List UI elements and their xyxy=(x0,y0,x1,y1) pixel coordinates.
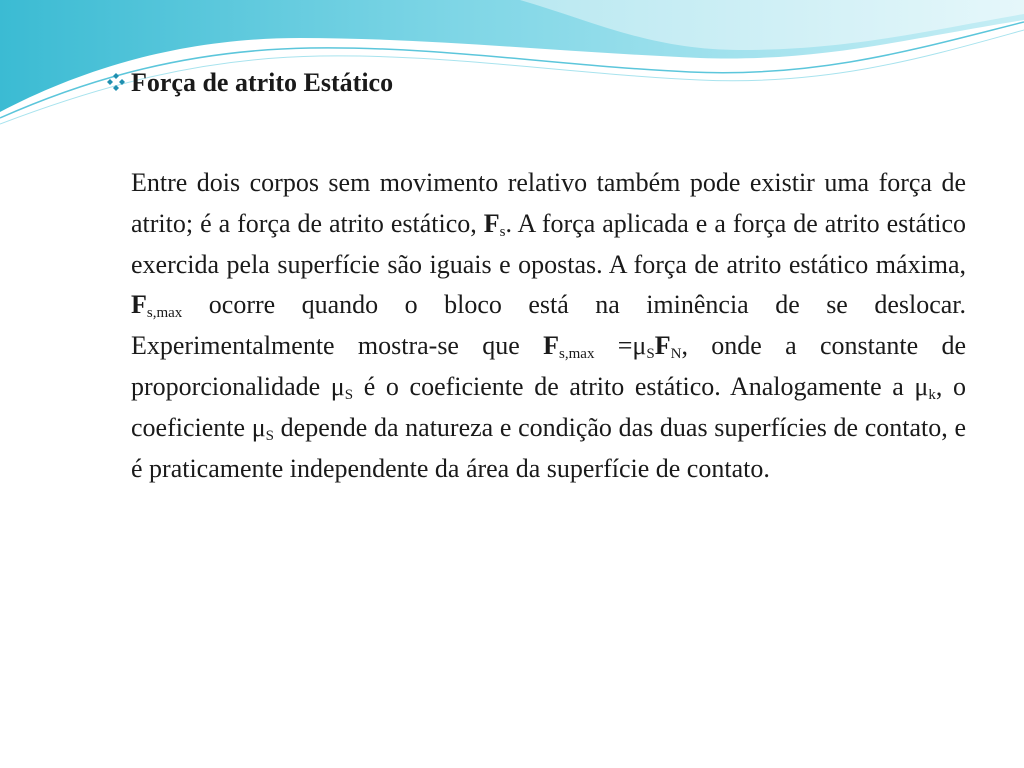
diamond-bullet-icon xyxy=(104,70,128,94)
subscript-k: k xyxy=(928,386,936,403)
text-run: depende da natureza e condição das duas superfícies de contato, e é praticamente independente da área da superfície de contato. xyxy=(131,412,966,483)
equation-text: =μ xyxy=(594,331,647,361)
symbol-F: F xyxy=(654,331,671,361)
header-wave-decoration xyxy=(0,0,1024,130)
text-run: , o coeficiente μ xyxy=(131,371,966,442)
symbol-F: F xyxy=(543,331,560,361)
subscript-smax: s,max xyxy=(146,305,183,322)
symbol-F: F xyxy=(483,208,500,238)
text-run: , onde a constante de proporcionalidade μ xyxy=(131,331,967,401)
body-paragraph xyxy=(131,163,966,489)
text-run: Entre dois corpos sem movimento relativo também pode existir uma força de atrito; é a força de atrito estático, xyxy=(131,168,966,238)
subscript-S: S xyxy=(646,346,655,363)
text-run: ocorre quando o bloco está na iminência de se deslocar. Experimentalmente mostra-se que xyxy=(131,290,966,361)
text-run: é o coeficiente de atrito estático. Analogamente a μ xyxy=(353,371,929,401)
subscript-S: S xyxy=(344,386,354,403)
text-run: . A força aplicada e a força de atrito estático exercida pela superfície são iguais e opostas. A força de atrito estático máxima, xyxy=(131,208,966,279)
subscript-smax: s,max xyxy=(559,346,595,363)
heading-text: Força de atrito Estático xyxy=(131,68,394,97)
subscript-S: S xyxy=(265,427,274,444)
symbol-F: F xyxy=(131,290,147,320)
subscript-N: N xyxy=(670,346,682,363)
subscript-s: s xyxy=(499,223,506,240)
slide-heading xyxy=(104,66,393,100)
